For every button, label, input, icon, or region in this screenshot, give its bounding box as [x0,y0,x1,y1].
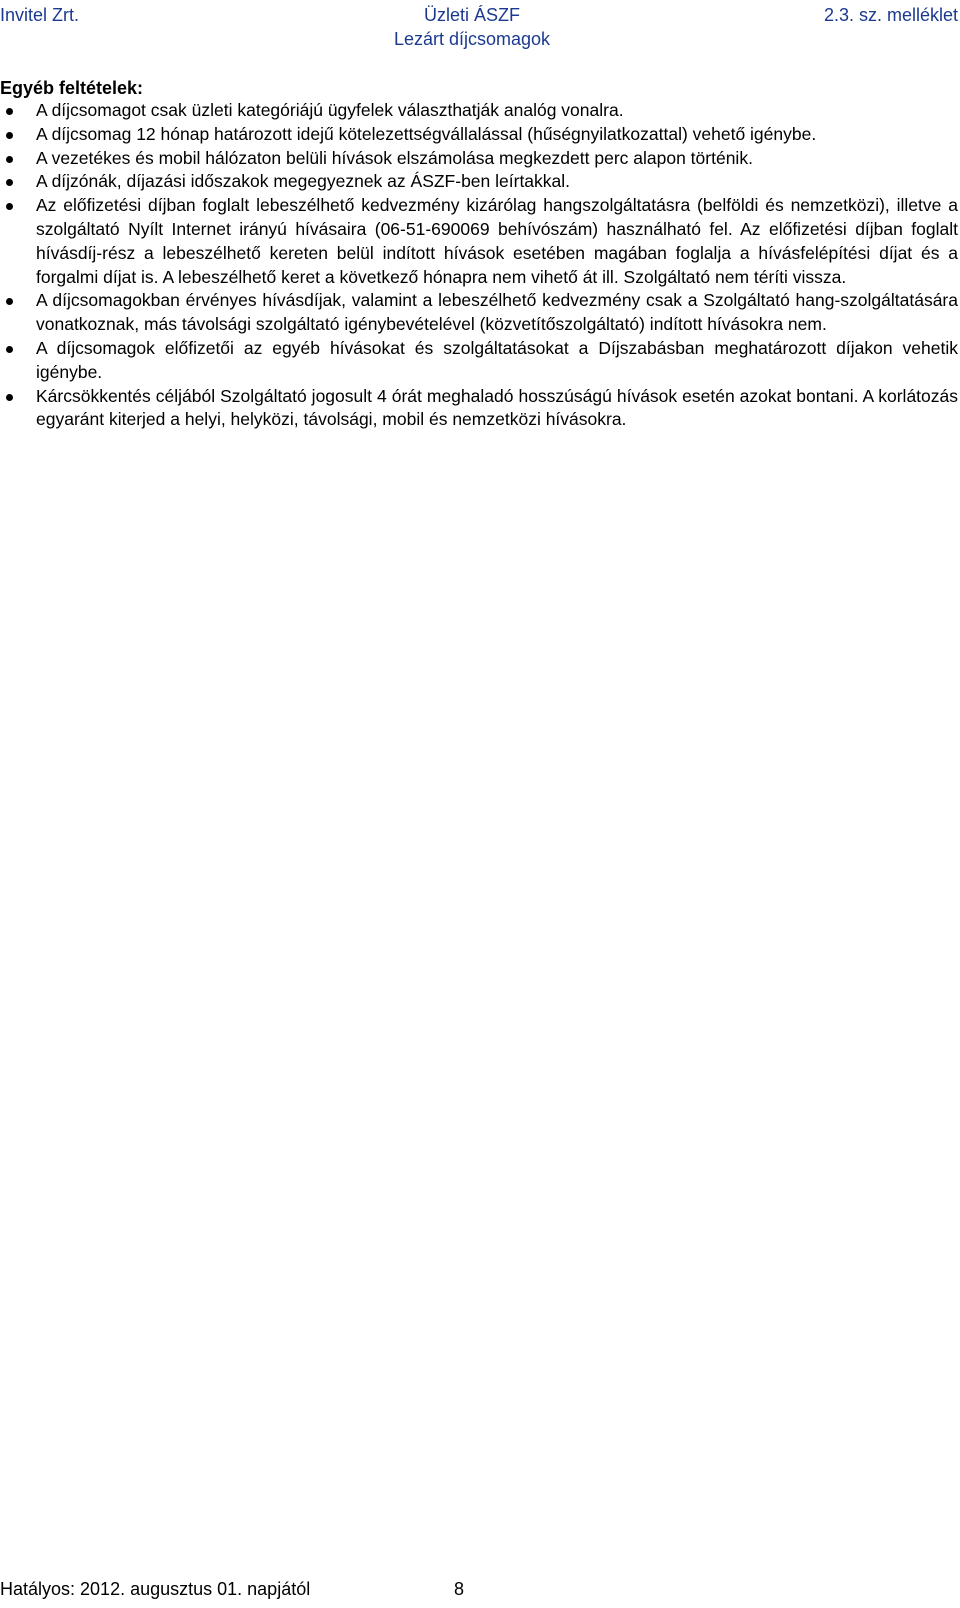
page-header [0,4,960,48]
bullet-icon [6,298,13,305]
conditions-list [0,99,958,432]
list-item [0,337,958,385]
bullet-icon [6,156,13,163]
list-item-text: Kárcsökkentés céljából Szolgáltató jogosult 4 órát meghaladó hosszúságú hívások esetén azokat bontani. A korlátozás egyaránt kiterjed a helyi, helyközi, távolsági, mobil és nemzetközi hívásokra. [36,385,958,430]
list-item-text: A vezetékes és mobil hálózaton belüli hívások elszámolása megkezdett perc alapon történik. [36,147,753,168]
header-subtitle-text: Lezárt díjcsomagok [393,29,551,49]
bullet-icon [6,203,13,210]
bullet-icon [6,108,13,115]
page-number: 8 [454,1579,465,1599]
effective-date: Hatályos: 2012. augusztus 01. napjától [0,1579,311,1599]
header-subtitle [0,28,944,50]
header-company: Invitel Zrt. [0,5,80,25]
header-appendix: 2.3. sz. melléklet [823,5,958,25]
list-item-text: A díjcsomagokban érvényes hívásdíjak, valamint a lebeszélhető kedvezmény csak a Szolgáltató hang-szolgáltatására vonatkoznak, más távolsági szolgáltató igénybevételével (közvetítőszolgáltató) indított hívásokra nem. [36,290,958,335]
bullet-icon [6,346,13,353]
section-title: Egyéb feltételek: [0,78,144,98]
bullet-icon [6,179,13,186]
list-item-text: A díjcsomagot csak üzleti kategóriájú ügyfelek választhatják analóg vonalra. [36,100,624,120]
list-item [0,289,958,337]
bullet-icon [6,394,13,401]
list-item [0,147,958,171]
list-item [0,99,958,123]
header-document-title-text: Üzleti ÁSZF [423,5,520,25]
list-item-text: A díjcsomagok előfizetői az egyéb hívásokat és szolgáltatásokat a Díjszabásban meghatározott díjakon vehetik igénybe. [36,337,958,382]
list-item [0,170,958,194]
list-item-text: A díjcsomag 12 hónap határozott idejű kötelezettségvállalással (hűségnyilatkozattal) vehető igénybe. [36,123,817,144]
list-item-text: A díjzónák, díjazási időszakok megegyeznek az ÁSZF-ben leírtakkal. [36,171,571,192]
list-item [0,123,958,147]
list-item [0,385,958,433]
list-item [0,194,958,289]
bullet-icon [6,132,13,139]
list-item-text: Az előfizetési díjban foglalt lebeszélhető kedvezmény kizárólag hangszolgáltatásra (belföldi és nemzetközi), illetve a szolgáltató Nyílt Internet irányú hívásaira (06-51-690069 behívószám) használható fel. Az előfizetési díjban foglalt hívásdíj-rész a lebeszélhető kereten belül indított hívások esetében magában foglalja a hívásfelépítési díjat és a forgalmi díjat is. A lebeszélhető keret a következő hónapra nem vihető át ill. Szolgáltató nem téríti vissza. [36,195,958,287]
